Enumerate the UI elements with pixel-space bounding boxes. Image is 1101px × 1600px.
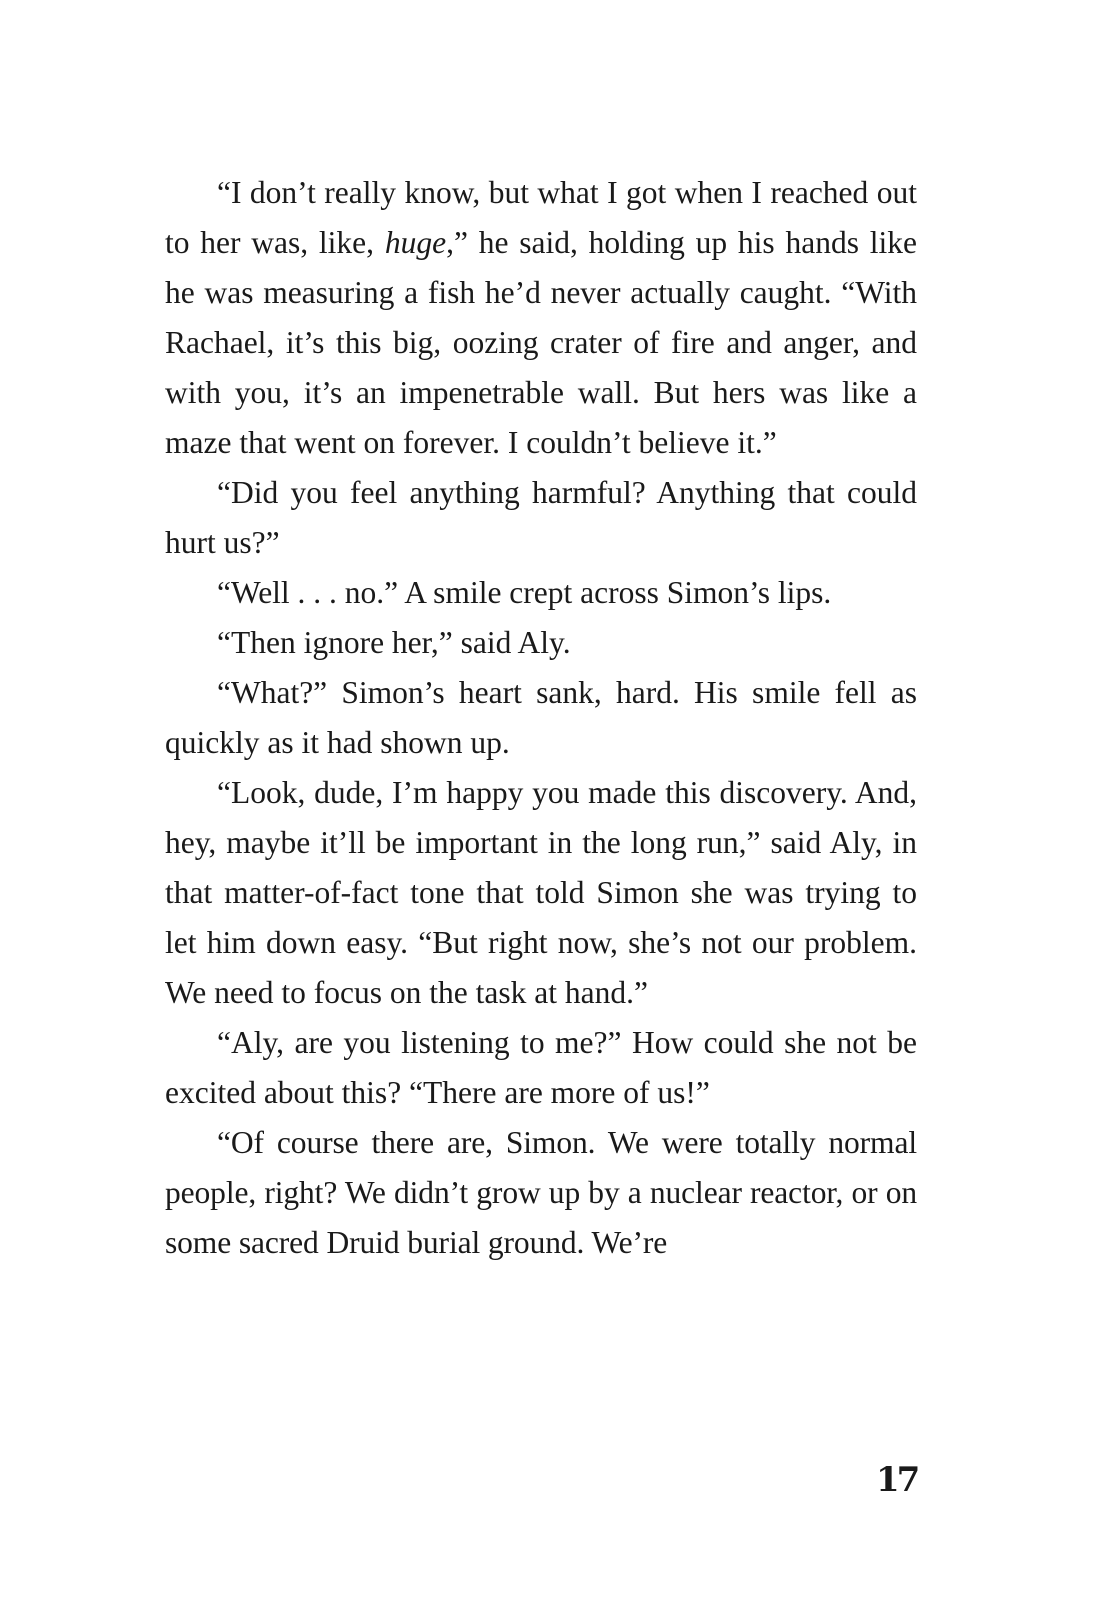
paragraph-4: “Then ignore her,” said Aly. — [217, 625, 571, 660]
paragraph-8: “Of course there are, Simon. We were totally normal people, right? We didn’t grow up by a nuclear reactor, or on some sacred Druid burial ground. We’re — [165, 1125, 917, 1260]
paragraph-1-before: “I don’t really know, but what I got when I reached out to her was, like, — [165, 175, 917, 260]
paragraph-3: “Well . . . no.” A smile crept across Simon’s lips. — [217, 575, 832, 610]
page-body — [165, 168, 917, 1268]
page-number: 17 — [876, 1460, 918, 1500]
paragraph-1-after: ,” he said, holding up his hands like he was measuring a fish he’d never actually caught. “With Rachael, it’s this big, oozing crater of fire and anger, and with you, it’s an impenetrable wall. But hers was like a maze that went on forever. I couldn’t believe it.” — [165, 225, 917, 460]
paragraph-6: “Look, dude, I’m happy you made this discovery. And, hey, maybe it’ll be important in the long run,” said Aly, in that matter-of-fact tone that told Simon she was trying to let him down easy. “But right now, she’s not our problem. We need to focus on the task at hand.” — [165, 775, 917, 1010]
paragraph-5: “What?” Simon’s heart sank, hard. His smile fell as quickly as it had shown up. — [165, 675, 917, 760]
paragraph-1-emphasis: huge — [384, 225, 447, 260]
paragraph-7: “Aly, are you listening to me?” How could she not be excited about this? “There are more of us!” — [165, 1025, 917, 1110]
paragraph-1 — [165, 168, 917, 468]
paragraph-2: “Did you feel anything harmful? Anything that could hurt us?” — [165, 475, 917, 560]
